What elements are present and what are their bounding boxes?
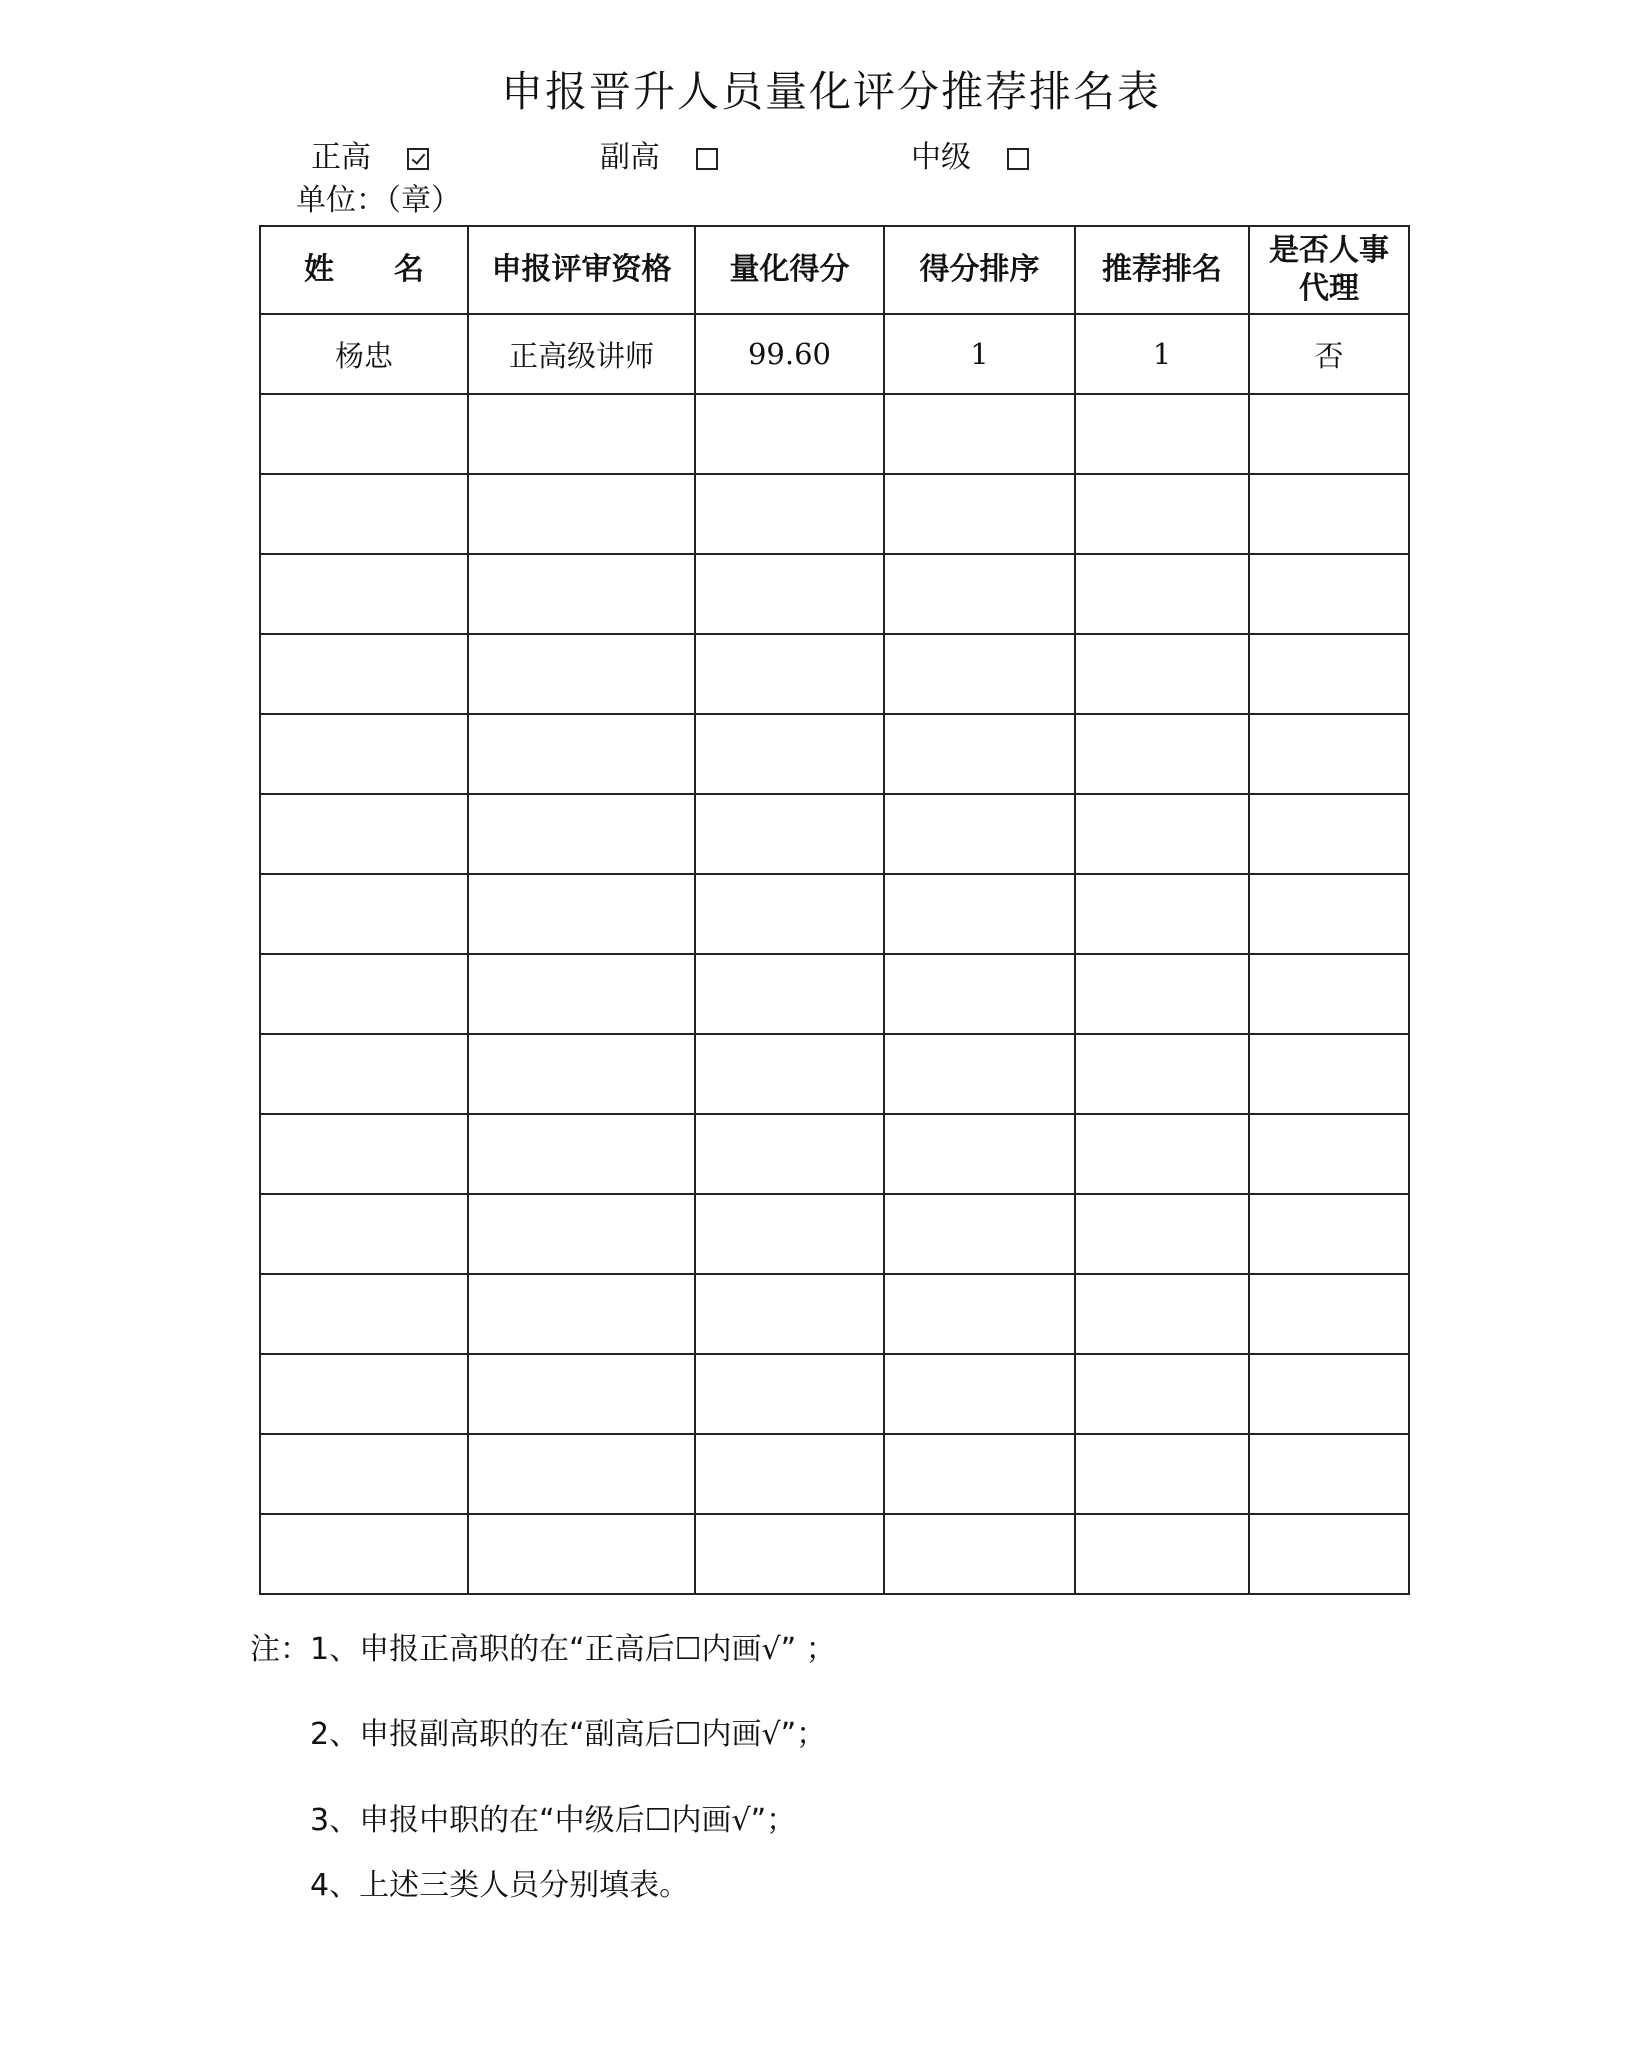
cell-score[interactable]: 99.60	[695, 314, 884, 394]
cell-name[interactable]	[260, 794, 468, 874]
cell-name[interactable]	[260, 1194, 468, 1274]
level-label: 正高	[311, 140, 371, 175]
cell-recommend-rank[interactable]	[1075, 954, 1249, 1034]
cell-score-rank[interactable]	[884, 954, 1075, 1034]
level-option-associate	[600, 138, 718, 178]
cell-score-rank[interactable]	[884, 1114, 1075, 1194]
header-personnel-agency: 是否人事代理	[1249, 226, 1409, 314]
ranking-table	[259, 225, 1410, 1595]
cell-recommend-rank[interactable]	[1075, 1354, 1249, 1434]
cell-score-rank[interactable]	[884, 1274, 1075, 1354]
cell-score-rank[interactable]	[884, 874, 1075, 954]
cell-personnel-agency[interactable]	[1249, 1034, 1409, 1114]
cell-recommend-rank[interactable]	[1075, 474, 1249, 554]
cell-personnel-agency[interactable]	[1249, 474, 1409, 554]
cell-name[interactable]	[260, 954, 468, 1034]
table-row	[260, 1514, 1409, 1594]
level-label: 副高	[600, 140, 660, 175]
cell-name[interactable]	[260, 1354, 468, 1434]
cell-score-rank[interactable]	[884, 1194, 1075, 1274]
table-row	[260, 314, 1409, 394]
cell-recommend-rank[interactable]	[1075, 1274, 1249, 1354]
cell-score[interactable]	[695, 1354, 884, 1434]
cell-qualification[interactable]	[468, 794, 695, 874]
cell-qualification[interactable]	[468, 474, 695, 554]
cell-personnel-agency[interactable]	[1249, 634, 1409, 714]
table-row	[260, 874, 1409, 954]
cell-name[interactable]	[260, 1274, 468, 1354]
cell-score-rank[interactable]	[884, 474, 1075, 554]
cell-recommend-rank[interactable]	[1075, 394, 1249, 474]
checked-box-icon[interactable]	[407, 148, 429, 170]
cell-recommend-rank[interactable]	[1075, 714, 1249, 794]
cell-personnel-agency[interactable]	[1249, 1434, 1409, 1514]
table-row	[260, 634, 1409, 714]
table-row	[260, 394, 1409, 474]
cell-score[interactable]	[695, 1514, 884, 1594]
cell-score-rank[interactable]	[884, 1434, 1075, 1514]
cell-score[interactable]	[695, 1274, 884, 1354]
cell-qualification[interactable]	[468, 1194, 695, 1274]
cell-score-rank[interactable]: 1	[884, 314, 1075, 394]
cell-qualification[interactable]	[468, 1034, 695, 1114]
cell-score[interactable]	[695, 474, 884, 554]
note-4: 4、上述三类人员分别填表。	[310, 1868, 690, 1903]
table-row	[260, 1194, 1409, 1274]
cell-recommend-rank[interactable]	[1075, 1034, 1249, 1114]
cell-qualification[interactable]	[468, 554, 695, 634]
level-option-intermediate	[911, 138, 1029, 178]
cell-score-rank[interactable]	[884, 1514, 1075, 1594]
cell-recommend-rank[interactable]	[1075, 874, 1249, 954]
table-header-row	[260, 226, 1409, 314]
cell-personnel-agency[interactable]	[1249, 1514, 1409, 1594]
empty-box-icon[interactable]	[1007, 148, 1029, 170]
cell-personnel-agency[interactable]	[1249, 1194, 1409, 1274]
cell-score[interactable]	[695, 1194, 884, 1274]
cell-name[interactable]	[260, 1034, 468, 1114]
note-3: 3、申报中职的在“中级后☐内画√”；	[310, 1803, 797, 1838]
cell-score[interactable]	[695, 394, 884, 474]
cell-score-rank[interactable]	[884, 1034, 1075, 1114]
cell-score[interactable]	[695, 954, 884, 1034]
cell-recommend-rank[interactable]	[1075, 794, 1249, 874]
cell-recommend-rank[interactable]	[1075, 1514, 1249, 1594]
cell-score-rank[interactable]	[884, 554, 1075, 634]
cell-qualification[interactable]: 正高级讲师	[468, 314, 695, 394]
cell-score-rank[interactable]	[884, 714, 1075, 794]
cell-score[interactable]	[695, 874, 884, 954]
cell-name[interactable]	[260, 554, 468, 634]
empty-box-icon[interactable]	[696, 148, 718, 170]
cell-personnel-agency[interactable]	[1249, 954, 1409, 1034]
table-row	[260, 1274, 1409, 1354]
cell-qualification[interactable]	[468, 954, 695, 1034]
table-row	[260, 794, 1409, 874]
cell-name[interactable]	[260, 634, 468, 714]
cell-qualification[interactable]	[468, 714, 695, 794]
cell-score[interactable]	[695, 714, 884, 794]
cell-personnel-agency[interactable]	[1249, 394, 1409, 474]
table-row	[260, 1434, 1409, 1514]
cell-qualification[interactable]	[468, 1434, 695, 1514]
cell-name[interactable]	[260, 1514, 468, 1594]
header-score-rank: 得分排序	[884, 226, 1075, 314]
cell-personnel-agency[interactable]	[1249, 554, 1409, 634]
level-option-senior	[311, 138, 429, 178]
cell-personnel-agency[interactable]	[1249, 714, 1409, 794]
cell-score[interactable]	[695, 794, 884, 874]
cell-name[interactable]: 杨忠	[260, 314, 468, 394]
cell-name[interactable]	[260, 874, 468, 954]
cell-personnel-agency[interactable]	[1249, 874, 1409, 954]
cell-score[interactable]	[695, 634, 884, 714]
cell-score[interactable]	[695, 1434, 884, 1514]
cell-qualification[interactable]	[468, 1354, 695, 1434]
table-row	[260, 1034, 1409, 1114]
table-row	[260, 1114, 1409, 1194]
cell-recommend-rank[interactable]	[1075, 1434, 1249, 1514]
cell-name[interactable]	[260, 1434, 468, 1514]
cell-recommend-rank[interactable]	[1075, 1194, 1249, 1274]
cell-name[interactable]	[260, 394, 468, 474]
cell-personnel-agency[interactable]	[1249, 1274, 1409, 1354]
cell-score-rank[interactable]	[884, 634, 1075, 714]
unit-label: 单位：（章）	[296, 183, 461, 218]
cell-qualification[interactable]	[468, 634, 695, 714]
cell-qualification[interactable]	[468, 394, 695, 474]
cell-score[interactable]	[695, 1114, 884, 1194]
table-row	[260, 554, 1409, 634]
cell-recommend-rank[interactable]: 1	[1075, 314, 1249, 394]
header-recommend-rank: 推荐排名	[1075, 226, 1249, 314]
level-label: 中级	[911, 140, 971, 175]
cell-score[interactable]	[695, 554, 884, 634]
cell-qualification[interactable]	[468, 1114, 695, 1194]
header-score: 量化得分	[695, 226, 884, 314]
cell-personnel-agency[interactable]	[1249, 1354, 1409, 1434]
cell-score[interactable]	[695, 1034, 884, 1114]
cell-recommend-rank[interactable]	[1075, 1114, 1249, 1194]
note-1: 注：1、申报正高职的在“正高后☐内画√” ；	[250, 1632, 836, 1667]
cell-score-rank[interactable]	[884, 394, 1075, 474]
cell-qualification[interactable]	[468, 1514, 695, 1594]
cell-name[interactable]	[260, 714, 468, 794]
cell-score-rank[interactable]	[884, 1354, 1075, 1434]
table-row	[260, 954, 1409, 1034]
cell-qualification[interactable]	[468, 874, 695, 954]
table-row	[260, 714, 1409, 794]
table-row	[260, 474, 1409, 554]
cell-name[interactable]	[260, 1114, 468, 1194]
header-qualification: 申报评审资格	[468, 226, 695, 314]
page-title: 申报晋升人员量化评分推荐排名表	[500, 67, 1161, 116]
cell-personnel-agency[interactable]	[1249, 1114, 1409, 1194]
cell-recommend-rank[interactable]	[1075, 634, 1249, 714]
cell-recommend-rank[interactable]	[1075, 554, 1249, 634]
cell-name[interactable]	[260, 474, 468, 554]
cell-personnel-agency[interactable]: 否	[1249, 314, 1409, 394]
cell-score-rank[interactable]	[884, 794, 1075, 874]
cell-personnel-agency[interactable]	[1249, 794, 1409, 874]
table-row	[260, 1354, 1409, 1434]
note-2: 2、申报副高职的在“副高后☐内画√”；	[310, 1717, 827, 1752]
header-name: 姓 名	[260, 226, 468, 314]
cell-qualification[interactable]	[468, 1274, 695, 1354]
